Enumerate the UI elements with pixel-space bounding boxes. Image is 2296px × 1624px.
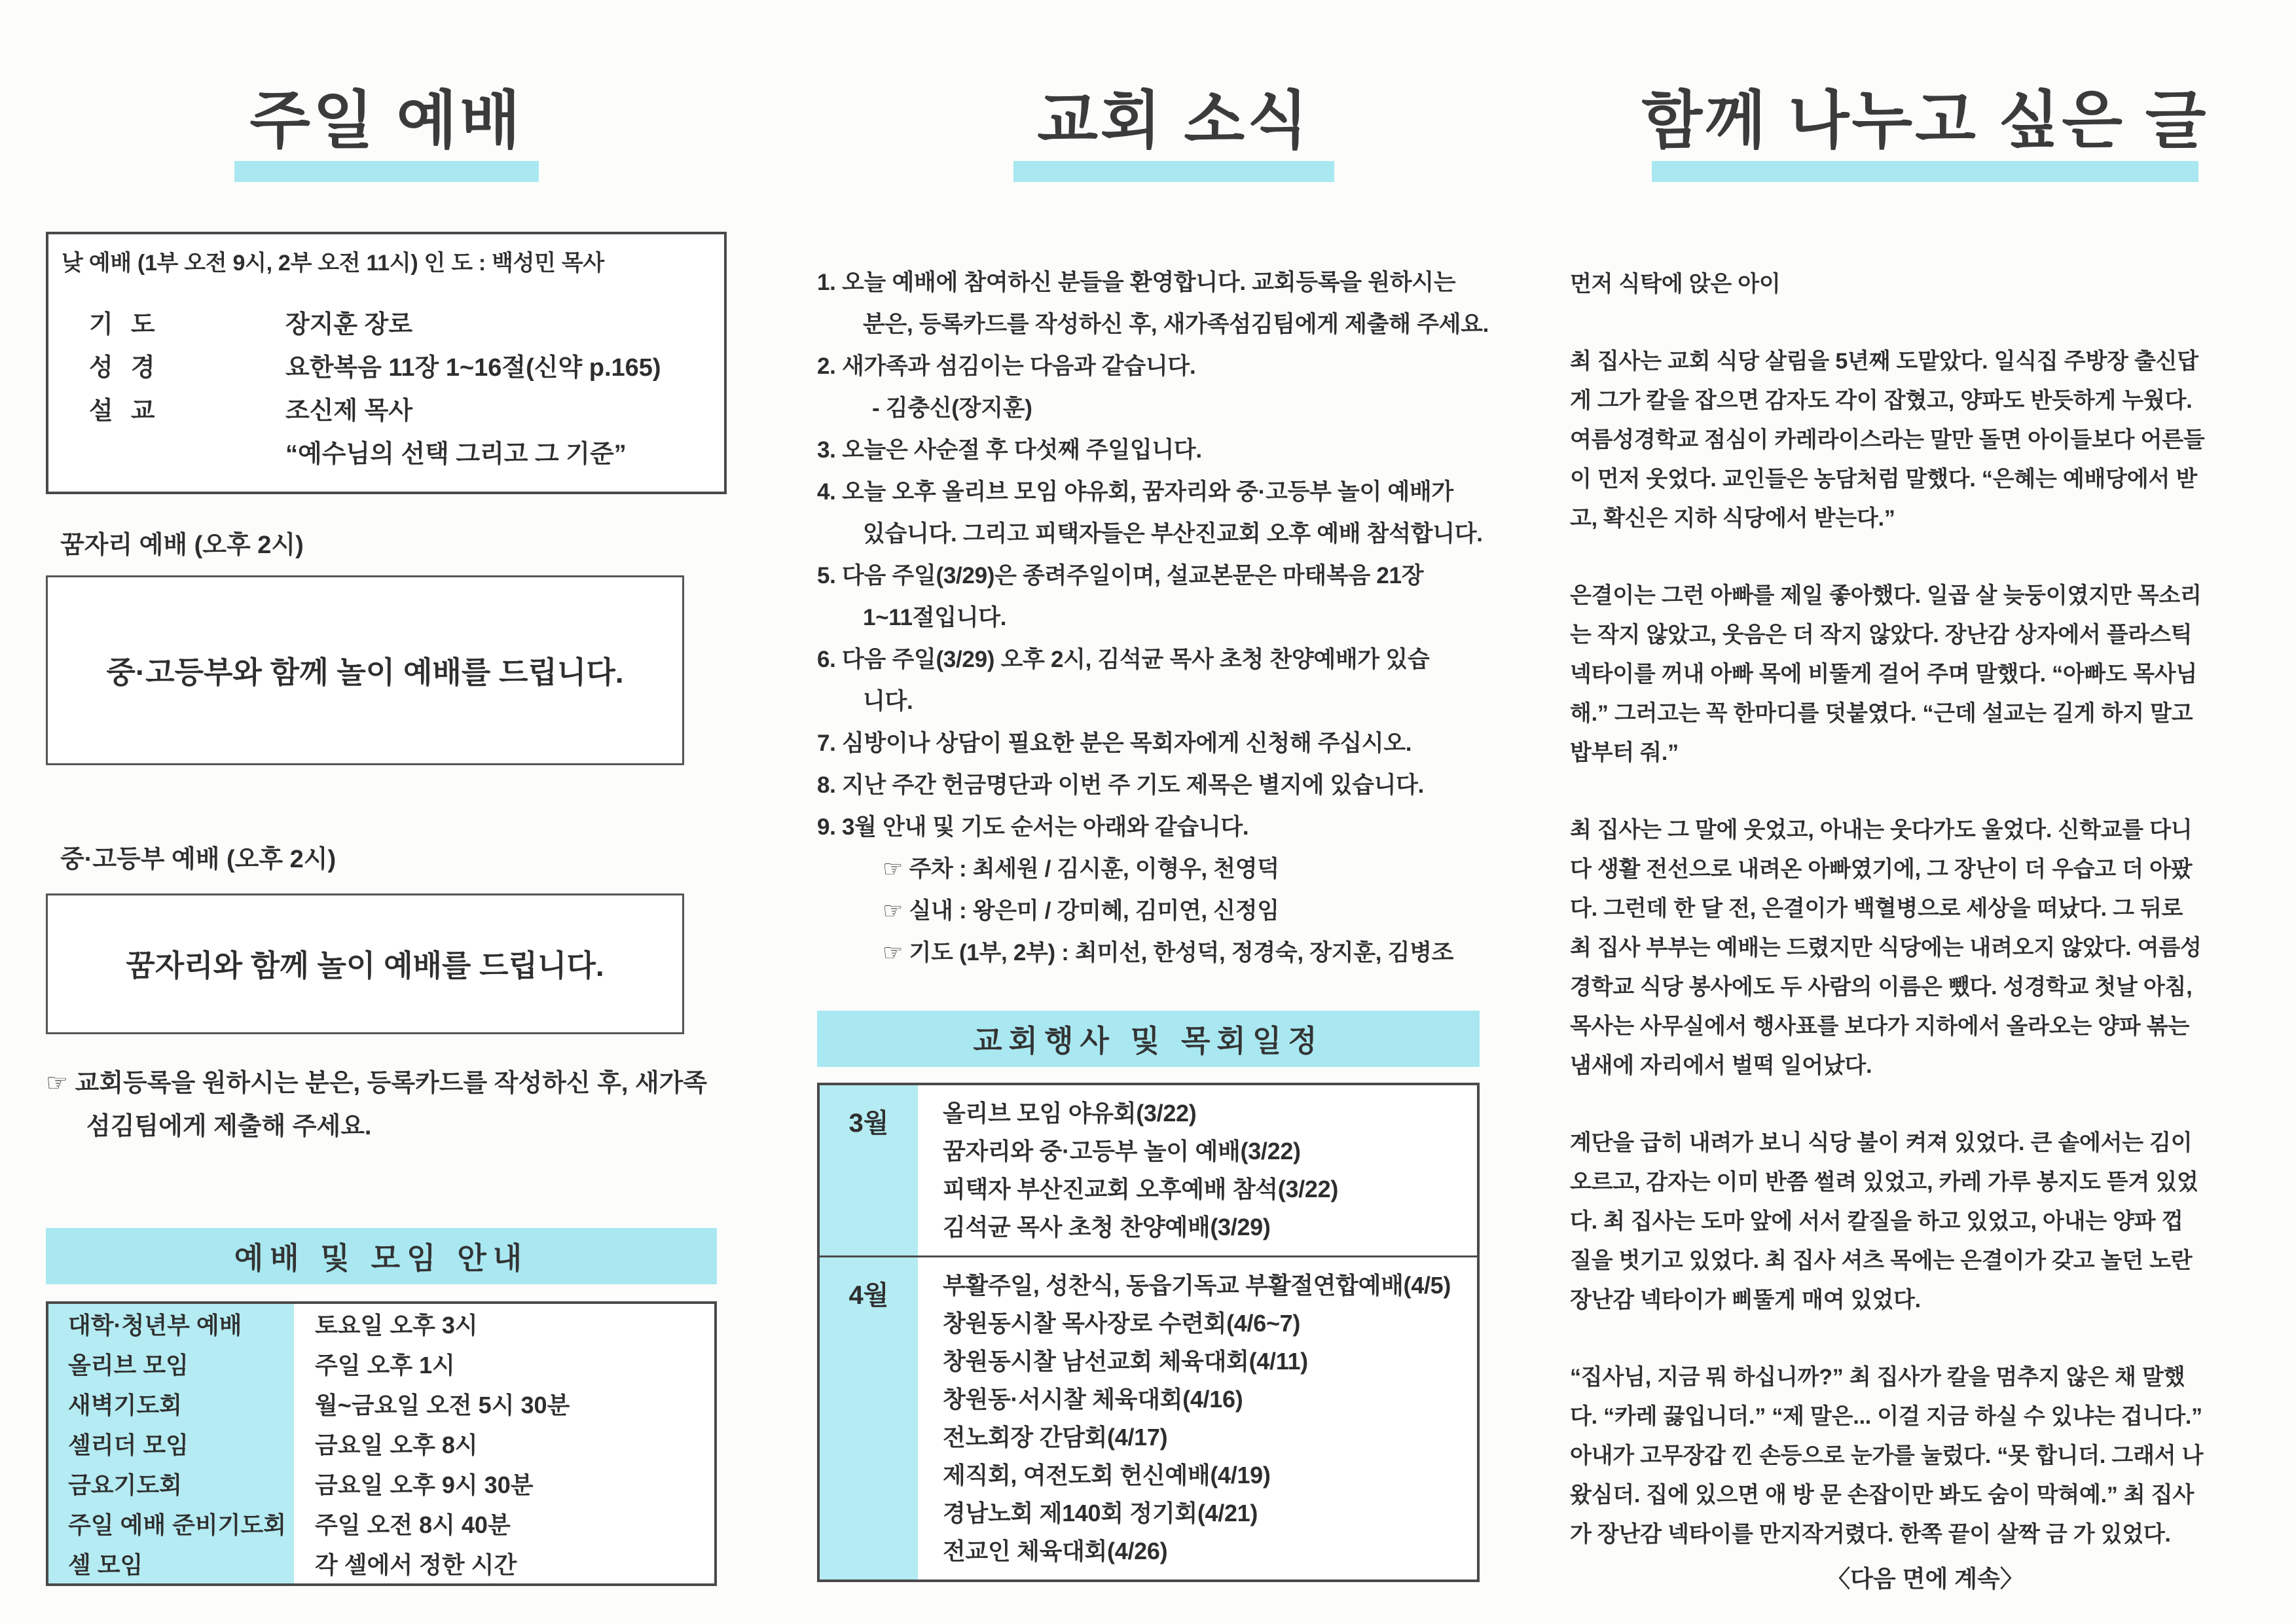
right-column [1570, 0, 2280, 1598]
middle-column [817, 0, 1531, 1582]
sermon-title: “예수님의 선택 그리고 그 기준” [285, 440, 627, 468]
news-item: 9. 3월 안내 및 기도 순서는 아래와 같습니다. [817, 814, 1249, 840]
events-table [817, 1083, 1480, 1582]
story-line: 오르고, 감자는 이미 반쯤 썰려 있었고, 카레 가루 봉지도 뜯겨 있었 [1570, 1169, 2198, 1195]
service-row [89, 346, 711, 389]
event-item: 창원동시찰 목사장로 수련회(4/6~7) [943, 1309, 1301, 1337]
page-title-worship: 주일 예배 [249, 86, 523, 156]
cell-meeting-name: 금요기도회 [48, 1464, 294, 1504]
story-line: 냄새에 자리에서 벌떡 일어났다. [1570, 1053, 1872, 1078]
cell-meeting-time: 주일 오후 1시 [315, 1351, 455, 1379]
left-column [46, 0, 727, 1586]
story-line: 다 생활 전선으로 내려온 아빠였기에, 그 장난이 더 우습고 더 아팠 [1570, 856, 2193, 882]
event-item: 김석균 목사 초청 찬양예배(3/29) [943, 1213, 1271, 1240]
dream-service-text: 중·고등부와 함께 놀이 예배를 드립니다. [106, 655, 624, 689]
events-header-bar [817, 1011, 1480, 1067]
story-line: 가 장난감 넥타이를 만지작거렸다. 한쪽 끝이 살짝 금 가 있었다. [1570, 1521, 2171, 1547]
story-line: 다. “카레 끓입니더.” “제 말은... 이걸 지금 하실 수 있냐는 겁니다.” [1570, 1403, 2202, 1429]
registration-note [46, 1062, 727, 1148]
story-line: 해.” 그러고는 꼭 한마디를 덧붙였다. “근데 설교는 길게 하지 말고 [1570, 700, 2193, 726]
cell-meeting-time: 각 셀에서 정한 시간 [315, 1551, 517, 1578]
service-row-label: 기 도 [89, 310, 156, 338]
month-cell: 4월 [820, 1257, 918, 1579]
story-line: 아내가 고무장갑 낀 손등으로 눈가를 눌렀다. “못 합니더. 그래서 나 [1570, 1443, 2204, 1468]
cell-meeting-time: 주일 오전 8시 40분 [315, 1511, 511, 1538]
title-highlight-bar [1652, 161, 2198, 182]
story-paragraph [1570, 576, 2280, 772]
event-item: 창원동·서시찰 체육대회(4/16) [943, 1385, 1243, 1413]
news-pointer-prayer: ☞ 기도 (1부, 2부) : 최미선, 한성덕, 정경숙, 장지훈, 김병조 [883, 939, 1454, 965]
news-item-cont: 있습니다. 그리고 피택자들은 부산진교회 오후 예배 참석합니다. [863, 520, 1483, 547]
service-row-label [89, 433, 285, 476]
story-line: 먼저 식탁에 앉은 아이 [1570, 271, 1781, 297]
news-item-cont: 니다. [863, 688, 913, 714]
news-item: 1. 오늘 예배에 참여하신 분들을 환영합니다. 교회등록을 원하시는 [817, 269, 1456, 295]
story-line: 다. 최 집사는 도마 앞에 서서 칼질을 하고 있었고, 아내는 양파 껍 [1570, 1208, 2183, 1234]
cell-meeting-name: 셀 모임 [48, 1543, 294, 1583]
service-row [89, 303, 711, 346]
event-item: 제직회, 여전도회 헌신예배(4/19) [943, 1461, 1271, 1489]
story-line: 다. 그런데 한 달 전, 은결이가 백혈병으로 세상을 떠났다. 그 뒤로 [1570, 895, 2183, 921]
dream-service-box [46, 575, 684, 765]
cell-meeting-name: 새벽기도회 [48, 1384, 294, 1424]
event-item: 전노회장 간담회(4/17) [943, 1423, 1168, 1451]
page-title-news: 교회 소식 [1037, 86, 1311, 156]
story-line: 목사는 사무실에서 행사표를 보다가 지하에서 올라오는 양파 볶는 [1570, 1013, 2190, 1039]
youth-service-label: 중·고등부 예배 (오후 2시) [60, 845, 337, 873]
news-item: 7. 심방이나 상담이 필요한 분은 목회자에게 신청해 주십시오. [817, 730, 1412, 756]
story-line: 경학교 식당 봉사에도 두 사람의 이름은 뺐다. 성경학교 첫날 아침, [1570, 974, 2193, 1000]
table-row [48, 1504, 714, 1543]
story-line: 고, 확신은 지하 식당에서 받는다.” [1570, 505, 1895, 531]
news-item-cont: 1~11절입니다. [863, 604, 1007, 630]
news-item: 3. 오늘은 사순절 후 다섯째 주일입니다. [817, 437, 1202, 463]
service-row-label: 성 경 [89, 353, 156, 382]
table-row [48, 1424, 714, 1464]
story-line: 질을 벗기고 있었다. 최 집사 셔츠 목에는 은결이가 갖고 놀던 노란 [1570, 1248, 2193, 1273]
news-pointer-indoor: ☞ 실내 : 왕은미 / 강미혜, 김미연, 신정임 [883, 897, 1279, 924]
cell-meeting-time: 금요일 오후 9시 30분 [315, 1471, 534, 1498]
table-row [48, 1304, 714, 1344]
day-service-rows [89, 303, 711, 476]
service-row-label: 설 교 [89, 397, 156, 425]
story-line: 밥부터 줘.” [1570, 740, 1679, 765]
cell-meeting-name: 주일 예배 준비기도회 [48, 1504, 294, 1543]
middle-header [817, 86, 1531, 182]
schedule-header-bar [46, 1228, 717, 1284]
table-row [48, 1464, 714, 1504]
service-row-value: 조신제 목사 [285, 397, 413, 425]
story-line: 는 작지 않았고, 웃음은 더 작지 않았다. 장난감 상자에서 플라스틱 [1570, 622, 2193, 647]
cell-meeting-time: 금요일 오후 8시 [315, 1431, 478, 1458]
story-paragraph [1570, 1123, 2280, 1320]
title-highlight-bar [234, 161, 539, 182]
month-cell: 3월 [820, 1085, 918, 1255]
service-row-value: 장지훈 장로 [285, 310, 413, 338]
news-item: 2. 새가족과 섬김이는 다음과 같습니다. [817, 353, 1196, 379]
events-items [918, 1257, 1451, 1579]
dream-service-label: 꿈자리 예배 (오후 2시) [60, 531, 304, 559]
schedule-table [46, 1301, 717, 1586]
youth-service-text: 꿈자리와 함께 놀이 예배를 드립니다. [126, 948, 604, 983]
news-item: 4. 오늘 오후 올리브 모임 야유회, 꿈자리와 중·고등부 놀이 예배가 [817, 478, 1453, 505]
schedule-header-text: 예배 및 모임 안내 [234, 1240, 529, 1275]
day-service-heading: 낮 예배 (1부 오전 9시, 2부 오전 11시) 인 도 : 백성민 목사 [62, 250, 604, 276]
story-line: 이 먼저 웃었다. 교인들은 농담처럼 말했다. “은혜는 예배당에서 받 [1570, 466, 2198, 492]
story-line: 여름성경학교 점심이 카레라이스라는 말만 돌면 아이들보다 어른들 [1570, 427, 2205, 452]
service-row [89, 389, 711, 433]
news-item-cont: 분은, 등록카드를 작성하신 후, 새가족섬김팀에게 제출해 주세요. [863, 311, 1489, 337]
story-line: “집사님, 지금 뭐 하십니까?” 최 집사가 칼을 멈추지 않은 채 말했 [1570, 1364, 2185, 1390]
youth-service-box [46, 893, 684, 1034]
story-text [1570, 264, 2280, 1598]
story-line: 게 그가 칼을 잡으면 감자도 각이 잡혔고, 양파도 반듯하게 누웠다. [1570, 388, 2193, 413]
story-line: 장난감 넥타이가 삐뚤게 매여 있었다. [1570, 1287, 1921, 1312]
events-header-text: 교회행사 및 목회일정 [973, 1023, 1324, 1058]
news-item: 5. 다음 주일(3/29)은 종려주일이며, 설교본문은 마태복음 21장 [817, 562, 1424, 588]
events-group-march [820, 1085, 1477, 1255]
table-row [48, 1384, 714, 1424]
page-title-essay: 함께 나누고 싶은 글 [1641, 86, 2209, 156]
event-item: 경남노회 제140회 정기회(4/21) [943, 1499, 1258, 1526]
news-list [817, 262, 1531, 974]
service-row-value: 요한복음 11장 1~16절(신약 p.165) [285, 353, 661, 382]
news-pointer-parking: ☞ 주차 : 최세원 / 김시훈, 이형우, 천영덕 [883, 856, 1279, 882]
continued-note: 〈다음 면에 계속〉 [1827, 1564, 2024, 1592]
event-item: 창원동시찰 남선교회 체육대회(4/11) [943, 1347, 1308, 1375]
cell-meeting-time: 토요일 오후 3시 [315, 1311, 478, 1339]
table-row [48, 1344, 714, 1384]
event-item: 피택자 부산진교회 오후예배 참석(3/22) [943, 1175, 1339, 1202]
story-line: 넥타이를 꺼내 아빠 목에 비뚤게 걸어 주며 말했다. “아빠도 목사님 [1570, 661, 2198, 687]
left-header [46, 86, 727, 182]
news-subitem: - 김충신(장지훈) [872, 395, 1032, 421]
right-header [1570, 86, 2280, 182]
cell-meeting-time: 월~금요일 오전 5시 30분 [315, 1391, 570, 1418]
story-line: 은결이는 그런 아빠를 제일 좋아했다. 일곱 살 늦둥이였지만 목소리 [1570, 583, 2202, 608]
story-paragraph [1570, 810, 2280, 1085]
story-line: 최 집사는 교회 식당 살림을 5년째 도맡았다. 일식집 주방장 출신답 [1570, 348, 2198, 374]
title-highlight-bar [1013, 161, 1334, 182]
registration-note-line2: 섬김팀에게 제출해 주세요. [86, 1112, 372, 1140]
event-item: 꿈자리와 중·고등부 놀이 예배(3/22) [943, 1137, 1301, 1164]
story-paragraph [1570, 342, 2280, 538]
story-paragraph [1570, 1358, 2280, 1554]
story-line: 계단을 급히 내려가 보니 식당 불이 켜져 있었다. 큰 솥에서는 김이 [1570, 1130, 2193, 1155]
story-paragraph [1570, 264, 2280, 304]
event-item: 부활주일, 성찬식, 동읍기독교 부활절연합예배(4/5) [943, 1271, 1451, 1299]
cell-meeting-name: 대학·청년부 예배 [48, 1304, 294, 1344]
news-item: 6. 다음 주일(3/29) 오후 2시, 김석균 목사 초청 찬양예배가 있습 [817, 646, 1430, 672]
service-row [89, 433, 711, 476]
story-line: 최 집사는 그 말에 웃었고, 아내는 웃다가도 울었다. 신학교를 다니 [1570, 817, 2193, 842]
news-item: 8. 지난 주간 헌금명단과 이번 주 기도 제목은 별지에 있습니다. [817, 772, 1425, 798]
registration-note-line1: ☞ 교회등록을 원하시는 분은, 등록카드를 작성하신 후, 새가족 [46, 1069, 708, 1097]
table-row [48, 1543, 714, 1583]
story-line: 최 집사 부부는 예배는 드렸지만 식당에는 내려오지 않았다. 여름성 [1570, 935, 2202, 960]
events-items [918, 1085, 1338, 1255]
day-service-box [46, 232, 727, 494]
event-item: 전교인 체육대회(4/26) [943, 1537, 1168, 1564]
cell-meeting-name: 올리브 모임 [48, 1344, 294, 1384]
events-group-april [820, 1255, 1477, 1579]
cell-meeting-name: 셀리더 모임 [48, 1424, 294, 1464]
story-line: 왔심더. 집에 있으면 애 방 문 손잡이만 봐도 숨이 막혀예.” 최 집사 [1570, 1482, 2195, 1507]
event-item: 올리브 모임 야유회(3/22) [943, 1099, 1197, 1127]
